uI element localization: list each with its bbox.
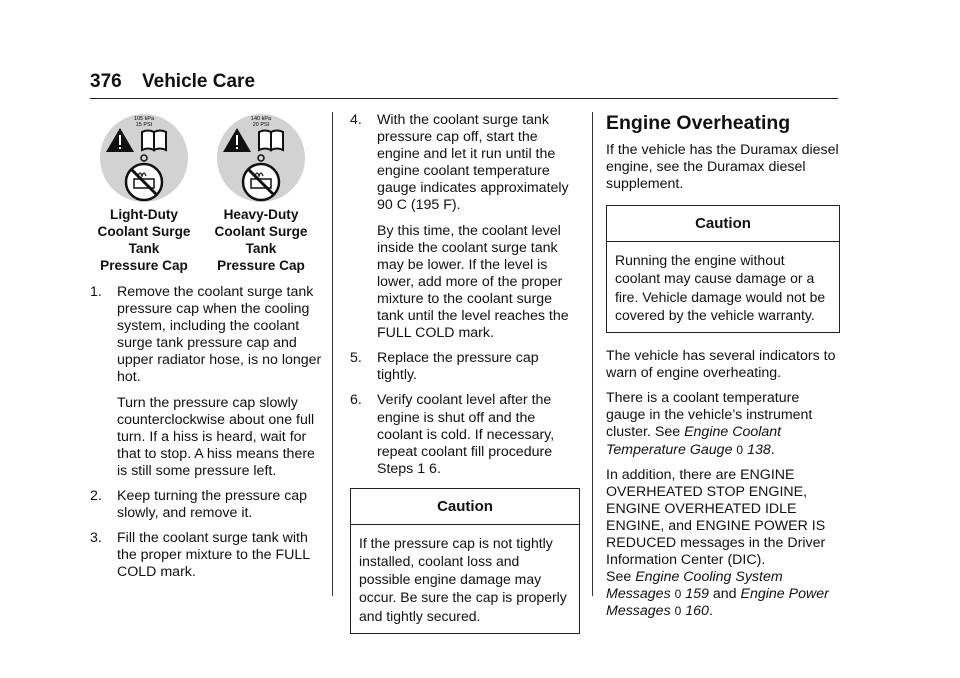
list-item: 4. With the coolant surge tank pressure cap off, start the engine and let it run until the engine coolant temperature gauge indicates approximately 90 C (195 F). By this time, the coolant level inside the coolant surge tank may be lower. If the level is lower, add more of the proper mixture to the coolant surge tank until the level reaches the FULL COLD mark.	[350, 112, 569, 342]
page-ref-number[interactable]: 138	[747, 441, 771, 458]
cross-reference-link[interactable]: Engine Power Messages	[606, 586, 829, 620]
list-item: 1. Remove the coolant surge tank pressure cap when the cooling system, including the coolant surge tank pressure cap and upper radiator hose, is no longer hot. Turn the pressure cap slowly counterclockwise about one full turn. If a hiss is heard, wait for that to stop. A hiss means there is still some pressure left.	[90, 284, 322, 479]
caution-text: If the pressure cap is not tightly installed, coolant loss and possible engine damage may occur. Be sure the cap is properly and tightly secured.	[359, 534, 567, 624]
paragraph: In addition, there are ENGINE OVERHEATED STOP ENGINE, ENGINE OVERHEATED IDLE ENGINE, and ENGINE POWER IS REDUCED messages in the Driver Information Center (DIC). See Engine Cooling System Messages 0 159 and Engine Power Messages 0 160.	[606, 466, 829, 620]
cap-caption: Light-Duty Coolant Surge Tank Pressure Cap	[97, 207, 191, 273]
section-heading: Engine Overheating	[606, 112, 791, 134]
page-ref-number[interactable]: 160	[685, 603, 709, 620]
page-header	[90, 71, 838, 101]
column-middle	[350, 112, 580, 634]
paragraph: There is a coolant temperature gauge in the vehicle’s instrument cluster. See Engine Coolant Temperature Gauge 0 138.	[606, 390, 813, 458]
column-left	[90, 112, 322, 590]
pressure-cap-icon	[98, 112, 190, 204]
cap-rating-psi: 20 PSI	[252, 122, 270, 128]
column-right	[606, 112, 840, 629]
section-title: Vehicle Care	[142, 71, 256, 92]
cross-reference-link[interactable]: Engine Coolant Temperature Gauge	[606, 424, 782, 458]
caution-box	[350, 488, 580, 634]
header-divider	[90, 98, 838, 99]
caution-box	[606, 205, 840, 333]
procedure-steps	[350, 112, 580, 478]
paragraph: The vehicle has several indicators to warn of engine overheating.	[606, 348, 836, 382]
pressure-cap-illustrations	[90, 112, 322, 284]
intro-paragraph: If the vehicle has the Duramax diesel engine, see the Duramax diesel supplement.	[606, 142, 839, 193]
list-item: 5. Replace the pressure cap tightly.	[350, 350, 539, 384]
cap-caption: Heavy-Duty Coolant Surge Tank Pressure Cap	[214, 207, 308, 273]
list-item: 3. Fill the coolant surge tank with the proper mixture to the FULL COLD mark.	[90, 530, 310, 581]
page-ref-icon: 0	[674, 587, 682, 602]
cap-rating-kpa: 140 kPa	[250, 116, 272, 122]
cap-rating-kpa: 105 kPa	[133, 116, 155, 122]
page-ref-icon: 0	[736, 442, 744, 457]
caution-text: Running the engine without coolant may cause damage or a fire. Vehicle damage would not be covered by the vehicle warranty.	[615, 252, 826, 323]
column-divider	[592, 112, 593, 596]
caution-title: Caution	[351, 489, 579, 525]
list-item: 6. Verify coolant level after the engine is shut off and the coolant is cold. If necessary, repeat coolant fill procedure Steps 1 6.	[350, 392, 555, 477]
list-item: 2. Keep turning the pressure cap slowly, and remove it.	[90, 488, 308, 522]
page-number: 376	[90, 71, 122, 92]
page-ref-number[interactable]: 159	[685, 586, 709, 603]
cap-rating-psi: 15 PSI	[135, 122, 153, 128]
cross-reference-link[interactable]: Engine Cooling System Messages	[606, 569, 783, 603]
heavy-duty-cap	[211, 112, 311, 274]
pressure-cap-icon	[215, 112, 307, 204]
procedure-steps	[90, 284, 322, 582]
caution-title: Caution	[607, 206, 839, 242]
column-divider	[332, 112, 333, 596]
page-ref-icon: 0	[674, 604, 682, 619]
light-duty-cap	[94, 112, 194, 274]
